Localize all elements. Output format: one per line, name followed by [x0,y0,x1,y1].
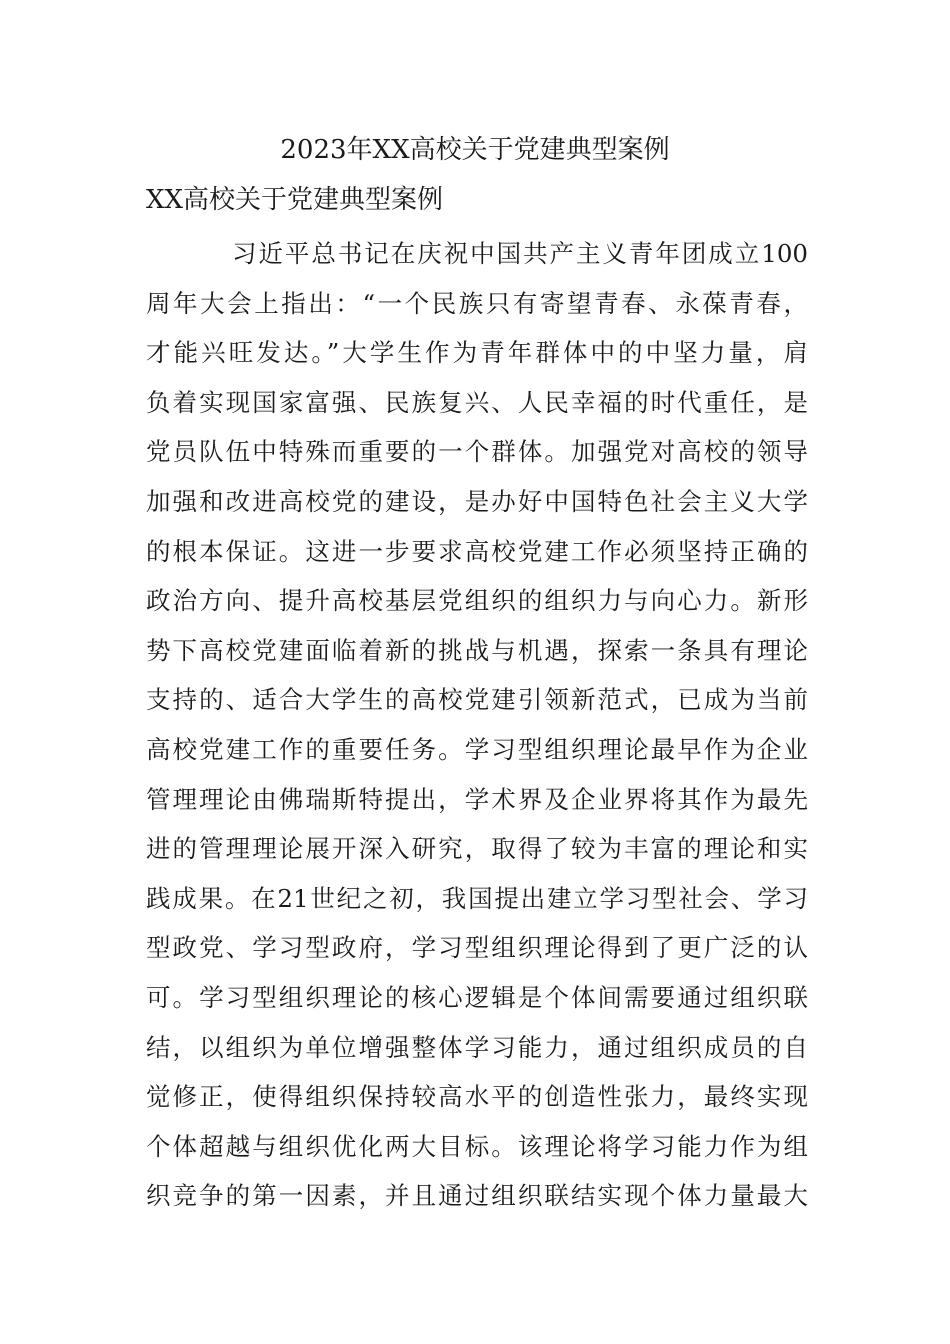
paragraph-line: 才能兴旺发达。”大学生作为青年群体中的中坚力量，肩 [146,338,808,368]
paragraph-line: 势下高校党建面临着新的挑战与机遇，探索一条具有理论 [146,635,808,665]
paragraph-line: 型政党、学习型政府，学习型组织理论得到了更广泛的认 [146,933,808,963]
paragraph-line: 觉修正，使得组织保持较高水平的创造性张力，最终实现 [146,1082,808,1112]
paragraph-line: 可。学习型组织理论的核心逻辑是个体间需要通过组织联 [146,982,808,1012]
body-paragraph [146,229,808,1221]
paragraph-line: 党员队伍中特殊而重要的一个群体。加强党对高校的领导 [146,437,808,467]
paragraph-line: 的根本保证。这进一步要求高校党建工作必须坚持正确的 [146,536,808,566]
paragraph-line: 加强和改进高校党的建设，是办好中国特色社会主义大学 [146,486,808,516]
paragraph-line: 高校党建工作的重要任务。学习型组织理论最早作为企业 [146,734,808,764]
paragraph-line: 周年大会上指出：“一个民族只有寄望青春、永葆青春， [146,288,808,318]
document-subtitle: XX高校关于党建典型案例 [146,185,444,215]
paragraph-line: 个体超越与组织优化两大目标。该理论将学习能力作为组 [146,1131,808,1161]
paragraph-line: 负着实现国家富强、民族复兴、人民幸福的时代重任，是 [146,387,808,417]
paragraph-line: 管理理论由佛瑞斯特提出，学术界及企业界将其作为最先 [146,784,808,814]
paragraph-line: 支持的、适合大学生的高校党建引领新范式，已成为当前 [146,685,808,715]
paragraph-line: 践成果。在21世纪之初，我国提出建立学习型社会、学习 [146,883,808,913]
document-title: 2023年XX高校关于党建典型案例 [280,135,670,165]
paragraph-line: 织竞争的第一因素，并且通过组织联结实现个体力量最大 [146,1181,808,1211]
paragraph-line: 习近平总书记在庆祝中国共产主义青年团成立100 [232,239,808,268]
paragraph-line: 结，以组织为单位增强整体学习能力，通过组织成员的自 [146,1032,808,1062]
paragraph-line: 政治方向、提升高校基层党组织的组织力与向心力。新形 [146,586,808,616]
paragraph-line: 进的管理理论展开深入研究，取得了较为丰富的理论和实 [146,834,808,864]
